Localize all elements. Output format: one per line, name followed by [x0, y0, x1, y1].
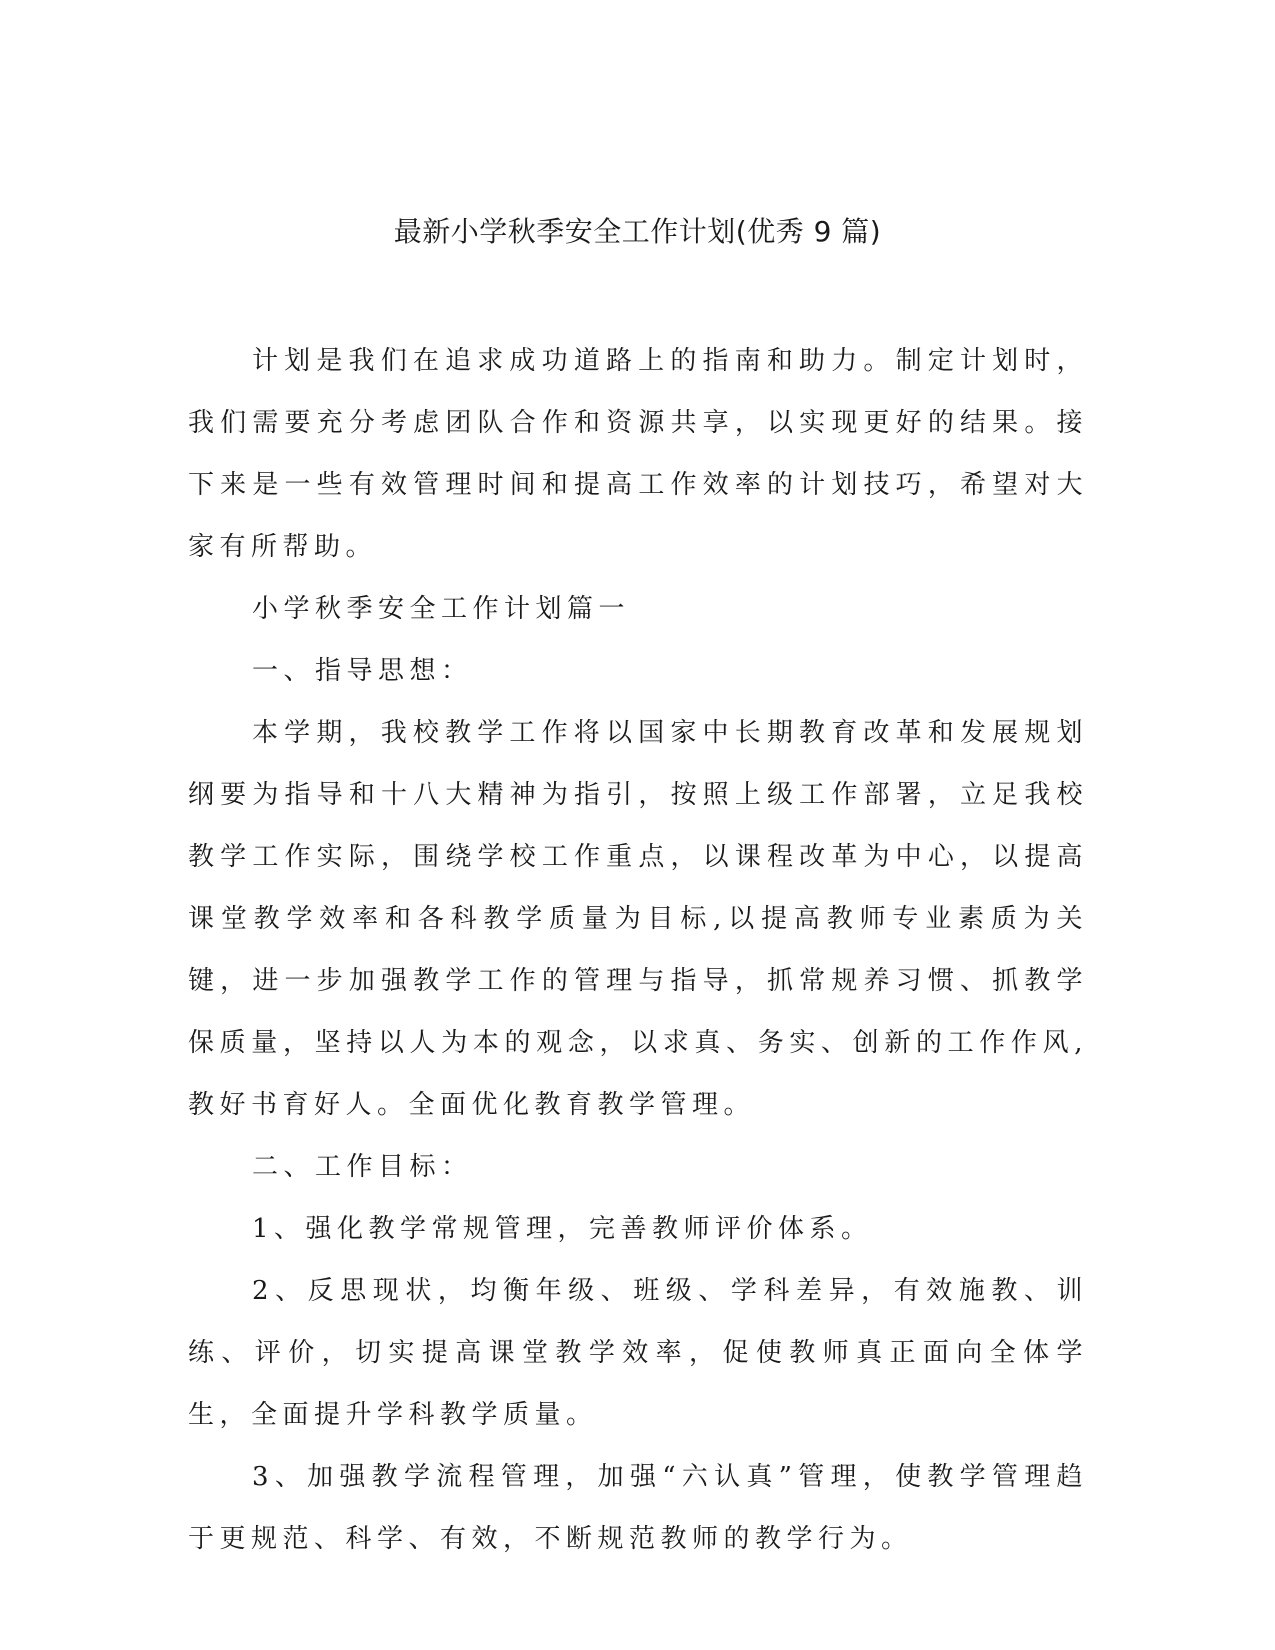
goal-item-2: 2、反思现状，均衡年级、班级、学科差异，有效施教、训练、评价，切实提高课堂教学效率，促使教师真正面向全体学生，全面提升学科教学质量。 [188, 1276, 1088, 1430]
guiding-ideology-paragraph: 本学期，我校教学工作将以国家中长期教育改革和发展规划纲要为指导和十八大精神为指引，按照上级工作部署，立足我校教学工作实际，围绕学校工作重点，以课程改革为中心，以提高课堂教学效率和各科教学质量为目标,以提高教师专业素质为关键，进一步加强教学工作的管理与指导，抓常规养习惯、抓教学保质量，坚持以人为本的观念，以求真、务实、创新的工作作风,教好书育好人。全面优化教育教学管理。 [188, 718, 1088, 1120]
intro-paragraph: 计划是我们在追求成功道路上的指南和助力。制定计划时，我们需要充分考虑团队合作和资源共享，以实现更好的结果。接下来是一些有效管理时间和提高工作效率的计划技巧，希望对大家有所帮助。 [188, 346, 1088, 562]
heading-guiding-ideology: 一、指导思想： [252, 656, 473, 686]
document-body [188, 330, 1088, 1570]
document-title: 最新小学秋季安全工作计划(优秀 9 篇) [393, 215, 882, 248]
goal-item-1: 1、强化教学常规管理，完善教师评价体系。 [252, 1214, 873, 1244]
section-heading-part-one: 小学秋季安全工作计划篇一 [252, 594, 631, 624]
goal-item-3: 3、加强教学流程管理，加强“六认真”管理，使教学管理趋于更规范、科学、有效，不断规范教师的教学行为。 [188, 1462, 1088, 1554]
heading-work-goals: 二、工作目标： [252, 1152, 473, 1182]
